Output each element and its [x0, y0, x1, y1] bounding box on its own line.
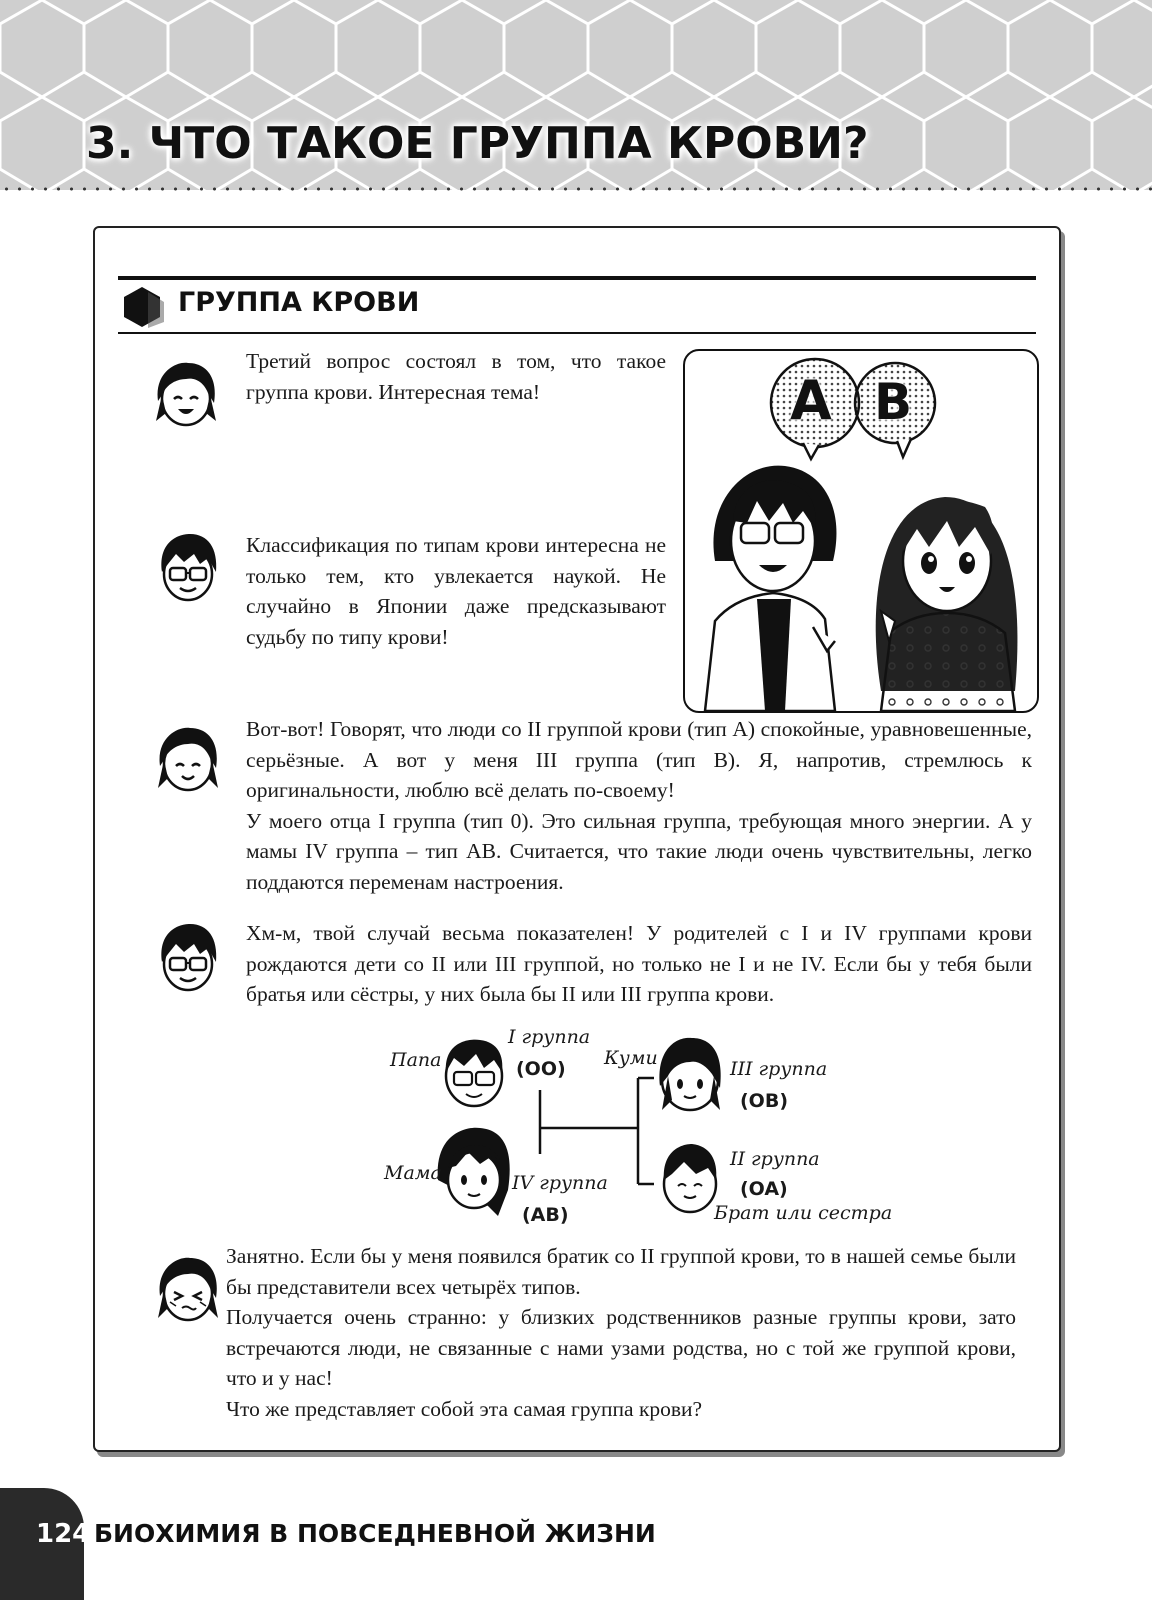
- kumi-face-icon: [659, 1038, 720, 1110]
- running-footer-title: БИОХИМИЯ В ПОВСЕДНЕВНОЙ ЖИЗНИ: [94, 1519, 656, 1548]
- kumi-group-label: III группа: [730, 1058, 828, 1080]
- dialogue-text-3: Вот-вот! Говорят, что люди со II группой крови (тип A) спокойные, уравновешенные, серьёзные. А вот у меня III группа (тип B). Я, напротив, стремлюсь к оригинальности, люблю всё делать по-своему! У моего отца I группа (тип 0). Это сильная группа, требующая много энергии. А у мамы IV группа – тип AB. Считается, что такие люди очень чувствительны, легко поддаются переменам настроения.: [246, 717, 1032, 894]
- dialogue-text-5: Занятно. Если бы у меня появился братик со II группой крови, то в нашей семье были бы представители всех четырёх типов. Получается очень странно: у близких родственников разные группы крови, зато встречаются люди, не связанные с нами узами родства, но с той же группой крови, что и у нас! Что же представляет собой эта самая группа крови?: [226, 1244, 1016, 1421]
- chapter-title: 3. ЧТО ТАКОЕ ГРУППА КРОВИ?: [86, 118, 869, 169]
- kumi-smiling-avatar: [148, 720, 228, 800]
- papa-face-icon: [446, 1040, 502, 1106]
- glasses-boy-avatar-2: [150, 918, 226, 998]
- kumi-happy-avatar: [146, 355, 226, 435]
- sibling-genotype: (OA): [740, 1178, 788, 1200]
- hexagon-bullet-icon: [120, 284, 164, 328]
- dialogue-text-1: Третий вопрос состоял в том, что такое группа крови. Интересная тема!: [246, 349, 666, 404]
- kumi-label: Куми: [604, 1047, 658, 1069]
- glasses-boy-avatar: [150, 528, 226, 608]
- sibling-group-label: II группа: [730, 1148, 820, 1170]
- papa-group-label: I группа: [508, 1026, 591, 1048]
- section-title: ГРУППА КРОВИ: [178, 287, 420, 318]
- kumi-embarrassed-avatar: [148, 1250, 228, 1330]
- dialogue-text-4: Хм-м, твой случай весьма показателен! У родителей с I и IV группами крови рождаются дети со II или III группой, но только не I и не IV. Если бы у тебя были братья или сёстры, у них была бы II или III группа крови.: [246, 921, 1032, 1006]
- comic-illustration: [685, 351, 1037, 711]
- bubble-letter-b: B: [874, 373, 913, 431]
- mama-group-label: IV группа: [512, 1172, 608, 1194]
- mama-face-icon: [438, 1128, 510, 1216]
- dialogue-text-2: Классификация по типам крови интересна не только тем, кто увлекается наукой. Не случайно в Японии даже предсказывают судьбу по типу крови!: [246, 533, 666, 649]
- papa-label: Папа: [390, 1049, 442, 1071]
- section-rule-top: [118, 276, 1036, 280]
- mama-genotype: (AB): [522, 1204, 569, 1226]
- header-dotted-divider: [0, 186, 1152, 192]
- sibling-face-icon: [664, 1144, 716, 1212]
- bubble-letter-a: A: [790, 369, 832, 432]
- kumi-genotype: (OB): [740, 1090, 789, 1112]
- mama-label: Мама: [384, 1162, 442, 1184]
- sibling-label: Брат или сестра: [714, 1202, 893, 1224]
- section-rule-bottom: [118, 332, 1036, 334]
- page-number: 124: [36, 1519, 91, 1549]
- comic-panel: [683, 349, 1039, 713]
- papa-genotype: (OO): [516, 1058, 566, 1080]
